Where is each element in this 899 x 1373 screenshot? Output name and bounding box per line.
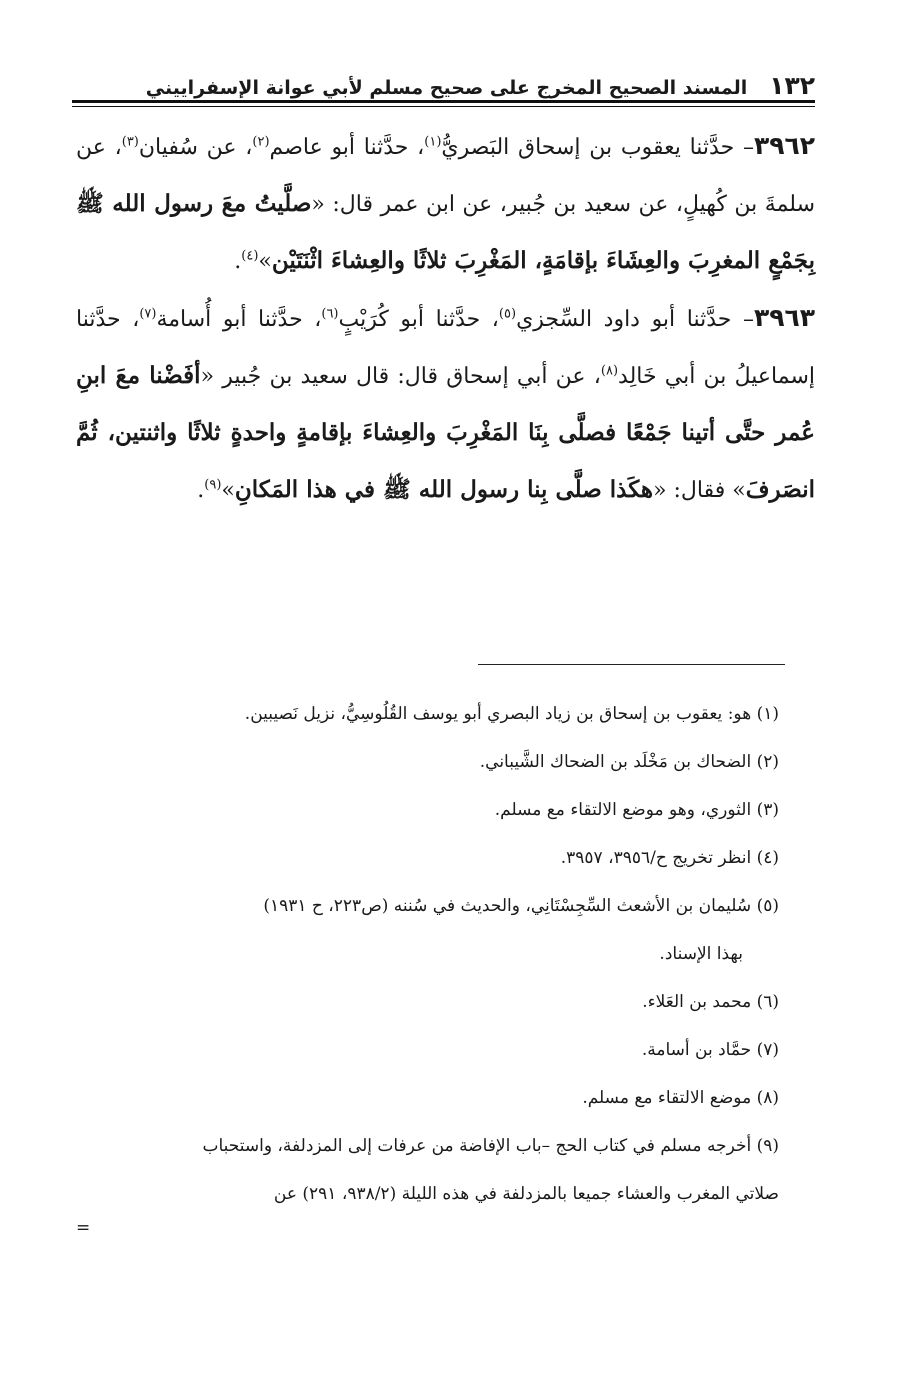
footnote-8: (٨) موضع الالتقاء مع مسلم.	[582, 1088, 779, 1108]
quote-close: »	[258, 249, 272, 274]
footnote-ref: (٧)	[139, 306, 157, 322]
footnote-ref: (٥)	[498, 306, 517, 322]
footnote-9-continuation: صلاتي المغرب والعشاء جميعا بالمزدلفة في هذه الليلة (٩٣٨/٢، ٢٩١) عن	[273, 1184, 779, 1204]
quote-close: »	[221, 478, 235, 503]
continuation-mark: =	[76, 1218, 91, 1238]
running-title: المسند الصحيح المخرج على صحيح مسلم لأبي عوانة الإسفراييني	[145, 77, 748, 99]
isnad-text: ، حدَّثنا أبو أُسامة	[156, 307, 322, 332]
isnad-text: ، حدَّثنا أبو عاصم	[269, 135, 425, 160]
footnote-ref: (١)	[424, 134, 442, 150]
hadith-3962	[76, 118, 815, 290]
footnote-9: (٩) أخرجه مسلم في كتاب الحج –باب الإفاضة من عرفات إلى المزدلفة، واستحباب	[202, 1136, 779, 1156]
footnote-ref: (٩)	[204, 477, 222, 493]
isnad-text: ، حدَّثنا أبو كُرَيْبٍ	[338, 307, 499, 332]
page-number: ١٣٢	[769, 71, 815, 100]
hadith-3963	[76, 290, 815, 519]
page-header	[72, 62, 815, 98]
footnote-6: (٦) محمد بن العَلاء.	[642, 992, 779, 1012]
isnad-text: – حدَّثنا يعقوب بن إسحاق البَصريُّ	[441, 135, 754, 160]
footnote-5: (٥) سُليمان بن الأشعث السِّجِسْتَانِي، والحديث في سُننه (ص٢٢٣، ح ١٩٣١)	[263, 896, 779, 916]
footnote-ref: (٦)	[321, 306, 339, 322]
footnotes	[76, 690, 779, 1218]
footnote-ref: (٤)	[241, 248, 259, 264]
period: .	[234, 249, 242, 274]
footnote-5-continuation: بهذا الإسناد.	[659, 944, 743, 964]
footnote-ref: (٣)	[121, 134, 139, 150]
header-rule-thick	[72, 100, 815, 103]
matn-text: صلَّيتُ معَ رسول الله ﷺ بِجَمْعٍ المغرِبَ والعِشَاءَ بإقامَةٍ، المَغْرِبَ ثلاثًا والعِشاءَ اثْنَتَيْن	[76, 190, 815, 274]
footnote-ref: (٨)	[600, 363, 619, 379]
footnote-7: (٧) حمَّاد بن أسامة.	[641, 1040, 779, 1060]
footnote-2: (٢) الضحاك بن مَخْلَد بن الضحاك الشَّيباني.	[479, 752, 779, 772]
hadith-number: ٣٩٦٢	[753, 131, 815, 160]
isnad-text: » فقال: «	[653, 478, 746, 503]
hadith-number: ٣٩٦٣	[753, 303, 815, 332]
isnad-text: ، حدَّثنا إسماعيلُ بن أبي خَالِد	[76, 307, 816, 389]
footnote-separator	[478, 664, 785, 665]
footnote-4: (٤) انظر تخريج ح/٣٩٥٦، ٣٩٥٧.	[560, 848, 779, 868]
isnad-text: ، عن سُفيان	[138, 135, 253, 160]
footnote-3: (٣) الثوري، وهو موضع الالتقاء مع مسلم.	[494, 800, 779, 820]
period: .	[197, 478, 205, 503]
matn-text: أفَضْنا معَ ابنِ عُمر حتَّى أتينا جَمْعًا فصلَّى بِنَا المَغْرِبَ والعِشاءَ بإقامةٍ واحدةٍ ثلاثًا واثنتين، ثُمَّ انصَرفَ	[76, 362, 815, 503]
main-text	[76, 118, 815, 519]
footnote-ref: (٢)	[252, 134, 270, 150]
footnote-1: (١) هو: يعقوب بن إسحاق بن زياد البصري أبو يوسف القُلُوسِيُّ، نزيل نَصيبين.	[244, 704, 779, 724]
isnad-text: ، عن أبي إسحاق قال: قال سعيد بن جُبير «	[200, 364, 601, 389]
isnad-text: – حدَّثنا أبو داود السِّجزي	[516, 307, 754, 332]
isnad-text: ، عن سلمةَ بن كُهيلٍ، عن سعيد بن جُبير، عن ابن عمر قال: «	[76, 135, 815, 217]
matn-text: هكَذا صلَّى بِنا رسول الله ﷺ في هذا المَكانِ	[234, 476, 654, 503]
header-rule-thin	[72, 106, 815, 107]
